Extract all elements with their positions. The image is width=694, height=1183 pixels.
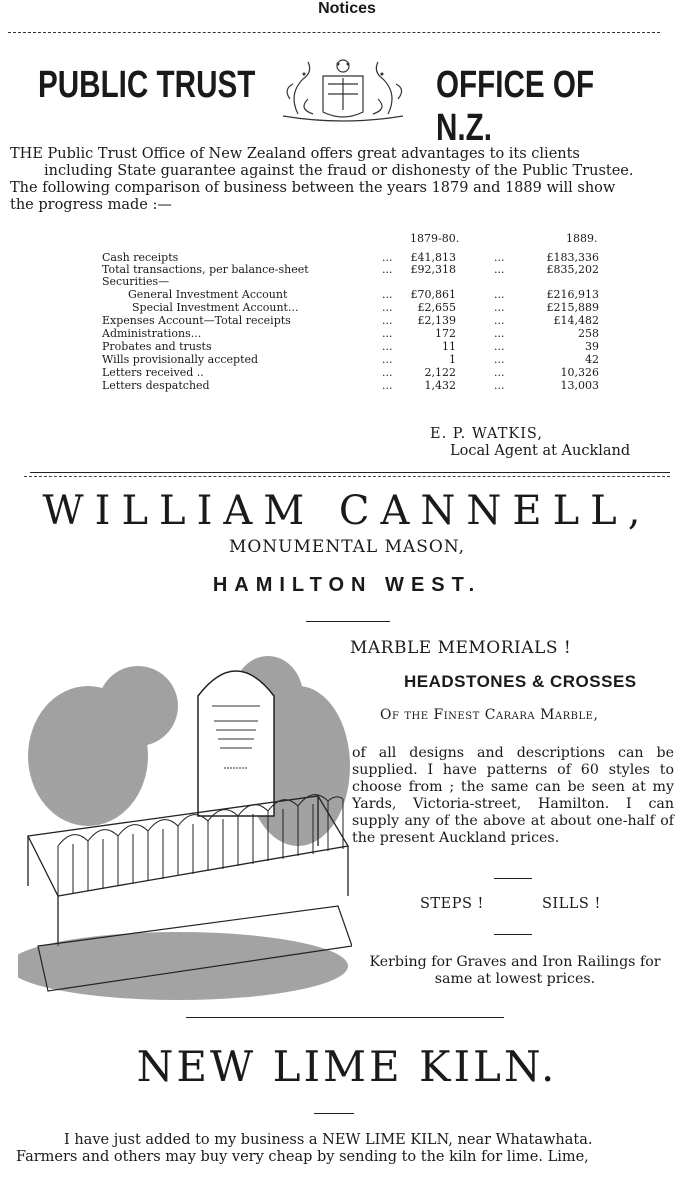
row-label: Probates and trusts bbox=[102, 340, 212, 353]
section-divider bbox=[24, 476, 670, 477]
short-divider bbox=[314, 1113, 354, 1114]
row-label: Cash receipts bbox=[102, 251, 179, 264]
short-divider bbox=[306, 621, 390, 622]
table-row: Letters received .. ... 2,122 ... 10,326 bbox=[102, 366, 599, 379]
page-header-title: Notices bbox=[318, 0, 376, 17]
row-value-1879: 2,122 bbox=[424, 366, 456, 379]
row-label: Administrations... bbox=[102, 327, 202, 340]
row-label: Wills provisionally accepted bbox=[102, 353, 259, 366]
public-trust-title-right: OFFICE OF N.Z. bbox=[436, 64, 595, 149]
row-value-1879: £92,318 bbox=[410, 263, 456, 276]
table-row: Probates and trusts ... 11 ... 39 bbox=[102, 340, 599, 353]
headstone-illustration bbox=[18, 646, 352, 1002]
cannell-sills: SILLS ! bbox=[542, 896, 601, 912]
paragraph-line: The following comparison of business between the years 1879 and 1889 will show bbox=[10, 180, 616, 196]
paragraph-line: Farmers and others may buy very cheap by sending to the kiln for lime. Lime, bbox=[16, 1149, 589, 1165]
row-label: General Investment Account bbox=[128, 288, 288, 301]
paragraph-line: the progress made :— bbox=[10, 197, 172, 213]
signer-role: Local Agent at Auckland bbox=[450, 443, 631, 459]
row-value-1879: £41,813 bbox=[410, 251, 456, 264]
row-value-1889: 13,003 bbox=[560, 379, 599, 392]
row-value-1889: £215,889 bbox=[546, 301, 599, 314]
row-label: Letters despatched bbox=[102, 379, 210, 392]
row-value-1889: £835,202 bbox=[546, 263, 599, 276]
table-row bbox=[0, 276, 694, 288]
table-row: Cash receipts ... £41,813 ... £183,336 bbox=[102, 251, 599, 264]
paragraph-line: I have just added to my business a NEW LIME KILN, near Whatawhata. bbox=[64, 1132, 593, 1148]
row-value-1879: 11 bbox=[442, 340, 456, 353]
row-label: Total transactions, per balance-sheet bbox=[102, 263, 309, 276]
table-col-header-1879: 1879-80. bbox=[410, 232, 460, 245]
table-row: General Investment Account ... £70,861 ... £216,913 bbox=[128, 288, 599, 301]
table-row: Letters despatched ... 1,432 ... 13,003 bbox=[102, 379, 599, 392]
row-value-1879: £2,139 bbox=[417, 314, 456, 327]
table-row: Special Investment Account... ... £2,655 ... £215,889 bbox=[132, 301, 599, 314]
cannell-kerbing-text: Kerbing for Graves and Iron Railings for same at lowest prices. bbox=[369, 954, 661, 987]
row-label: Special Investment Account... bbox=[132, 301, 299, 314]
row-value-1879: 172 bbox=[435, 327, 456, 340]
row-value-1879: 1,432 bbox=[424, 379, 456, 392]
paragraph-line: including State guarantee against the fraud or dishonesty of the Public Trustee. bbox=[44, 163, 634, 179]
section-divider bbox=[30, 472, 670, 473]
row-value-1889: £216,913 bbox=[546, 288, 599, 301]
row-value-1889: 10,326 bbox=[560, 366, 599, 379]
row-value-1889: £183,336 bbox=[546, 251, 599, 264]
table-row: Administrations... ... 172 ... 258 bbox=[102, 327, 599, 340]
coat-of-arms-icon bbox=[268, 54, 418, 124]
public-trust-paragraph bbox=[10, 146, 686, 214]
cannell-town: HAMILTON WEST. bbox=[212, 574, 482, 596]
table-row: Wills provisionally accepted ... 1 ... 42 bbox=[102, 353, 599, 366]
row-value-1889: 39 bbox=[585, 340, 599, 353]
cannell-name: WILLIAM CANNELL, bbox=[42, 488, 652, 534]
public-trust-title-left: PUBLIC TRUST bbox=[38, 64, 256, 106]
short-divider bbox=[494, 934, 532, 935]
cannell-heading-marble: MARBLE MEMORIALS ! bbox=[350, 638, 572, 658]
row-value-1879: £2,655 bbox=[417, 301, 456, 314]
cannell-steps: STEPS ! bbox=[420, 896, 484, 912]
row-value-1889: £14,482 bbox=[553, 314, 599, 327]
row-label: Securities— bbox=[102, 275, 170, 288]
row-label: Letters received .. bbox=[102, 366, 204, 379]
cannell-body-text: of all designs and descriptions can be supplied. I have patterns of 60 styles to choose from ; the same can be seen at my Yards, Victoria-street, Hamilton. I can supply any of the above at about one-half of the present Auckland prices. bbox=[352, 745, 674, 846]
row-label: Expenses Account—Total receipts bbox=[102, 314, 291, 327]
table-row: Total transactions, per balance-sheet ... £92,318 ... £835,202 bbox=[102, 263, 599, 276]
signer-name: E. P. WATKIS, bbox=[430, 426, 543, 442]
cannell-trade: MONUMENTAL MASON, bbox=[228, 537, 466, 557]
lime-kiln-body bbox=[16, 1132, 684, 1166]
section-divider bbox=[186, 1017, 504, 1018]
row-value-1879: £70,861 bbox=[410, 288, 456, 301]
cannell-heading-headstones: HEADSTONES & CROSSES bbox=[404, 672, 637, 691]
row-value-1879: 1 bbox=[449, 353, 456, 366]
lime-kiln-title: NEW LIME KILN. bbox=[136, 1042, 558, 1091]
row-value-1889: 42 bbox=[585, 353, 599, 366]
paragraph-line: THE Public Trust Office of New Zealand offers great advantages to its clients bbox=[10, 146, 580, 162]
header-divider bbox=[8, 32, 660, 33]
cannell-heading-carara: Of the Finest Carara Marble, bbox=[380, 707, 599, 723]
short-divider bbox=[494, 878, 532, 879]
table-col-header-1889: 1889. bbox=[566, 232, 598, 245]
row-value-1889: 258 bbox=[578, 327, 599, 340]
table-row: Expenses Account—Total receipts ... £2,139 ... £14,482 bbox=[102, 314, 599, 327]
